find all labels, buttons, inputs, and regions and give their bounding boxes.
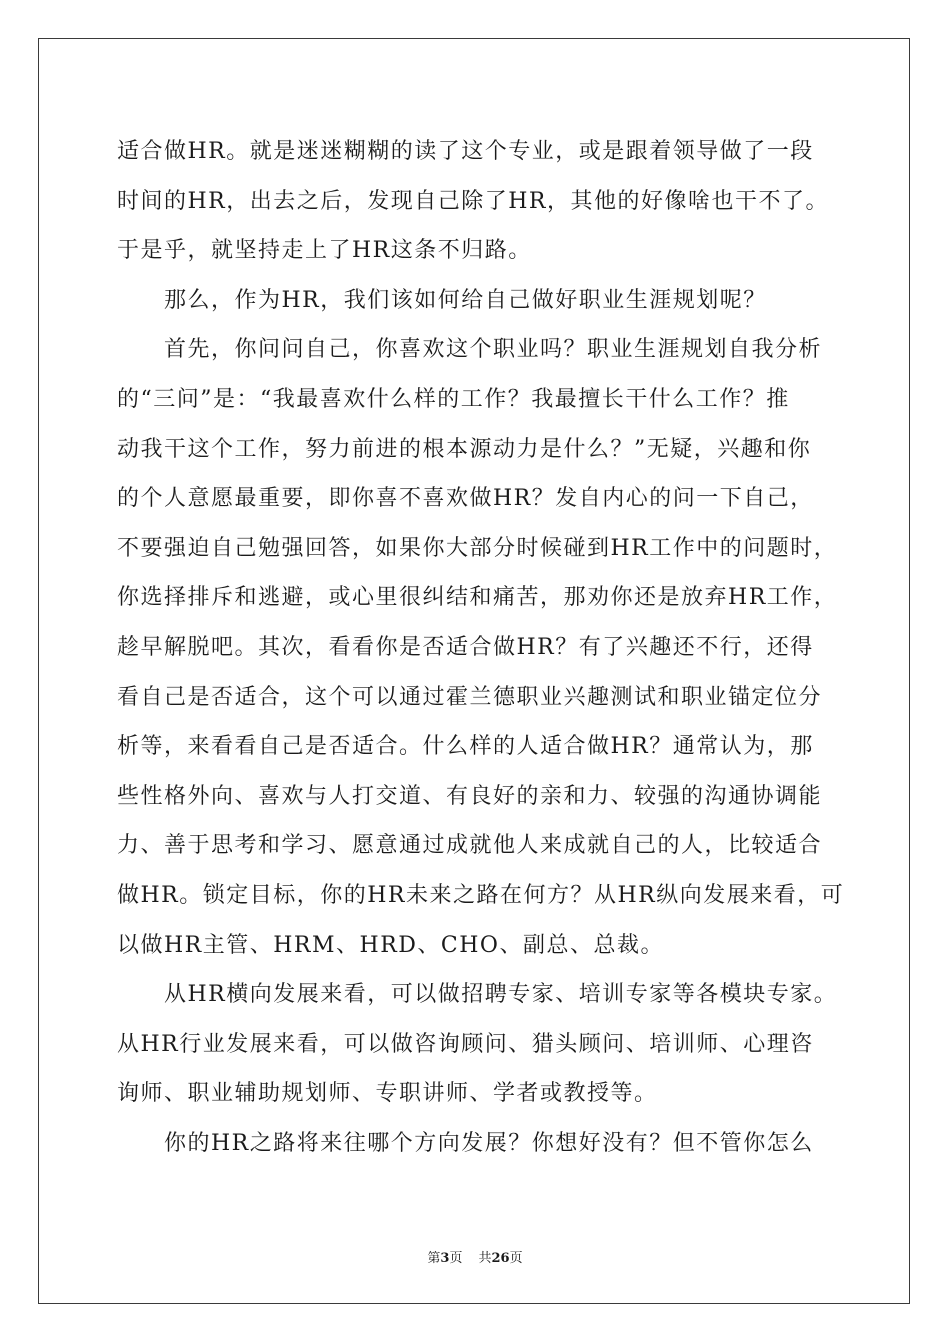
page-suffix: 页 [449,1251,463,1266]
text-line: 做HR。锁定目标，你的HR未来之路在何方？从HR纵向发展来看，可 [117,882,845,908]
text-line: 不要强迫自己勉强回答，如果你大部分时候碰到HR工作中的问题时， [117,535,838,561]
text-line: 的个人意愿最重要，即你喜不喜欢做HR？发自内心的问一下自己， [117,486,814,512]
text-line: 从HR行业发展来看，可以做咨询顾问、猎头顾问、培训师、心理咨 [117,1031,814,1057]
page-prefix: 第 [427,1251,441,1266]
text-line: 那么，作为HR，我们该如何给自己做好职业生涯规划呢？ [117,287,767,313]
text-line: 看自己是否适合，这个可以通过霍兰德职业兴趣测试和职业锚定位分 [117,684,823,710]
text-line: 你选择排斥和逃避，或心里很纠结和痛苦，那劝你还是放弃HR工作， [117,585,838,611]
text-line: 适合做HR。就是迷迷糊糊的读了这个专业，或是跟着领导做了一段 [117,139,814,164]
text-line: 以做HR主管、HRM、HRD、CHO、副总、总裁。 [117,932,664,958]
total-suffix: 页 [509,1251,523,1266]
text-line: 析等，来看看自己是否适合。什么样的人适合做HR？通常认为，那 [117,734,814,760]
text-line: 时间的HR，出去之后，发现自己除了HR，其他的好像啥也干不了。 [117,188,830,214]
text-line: 询师、职业辅助规划师、专职讲师、学者或教授等。 [117,1081,658,1107]
text-line: 你的HR之路将来往哪个方向发展？你想好没有？但不管你怎么 [117,1130,814,1156]
text-line: 趁早解脱吧。其次，看看你是否适合做HR？有了兴趣还不行，还得 [117,634,814,660]
text-line: 些性格外向、喜欢与人打交道、有良好的亲和力、较强的沟通协调能 [117,783,823,809]
text-line: 首先，你问问自己，你喜欢这个职业吗？职业生涯规划自我分析 [117,337,823,363]
text-line: 从HR横向发展来看，可以做招聘专家、培训专家等各模块专家。 [117,982,838,1008]
text-line: 于是乎，就坚持走上了HR这条不归路。 [117,238,532,264]
document-body [117,127,847,1168]
total-prefix: 共 [478,1251,492,1266]
text-line: 的“三问”是：“我最喜欢什么样的工作？我最擅长干什么工作？推 [117,386,790,412]
text-line: 动我干这个工作，努力前进的根本源动力是什么？”无疑，兴趣和你 [117,436,812,462]
page-footer [0,1247,950,1266]
text-line: 力、善于思考和学习、愿意通过成就他人来成就自己的人，比较适合 [117,833,823,859]
page-number: 3 [440,1251,450,1266]
total-pages: 26 [491,1251,510,1266]
